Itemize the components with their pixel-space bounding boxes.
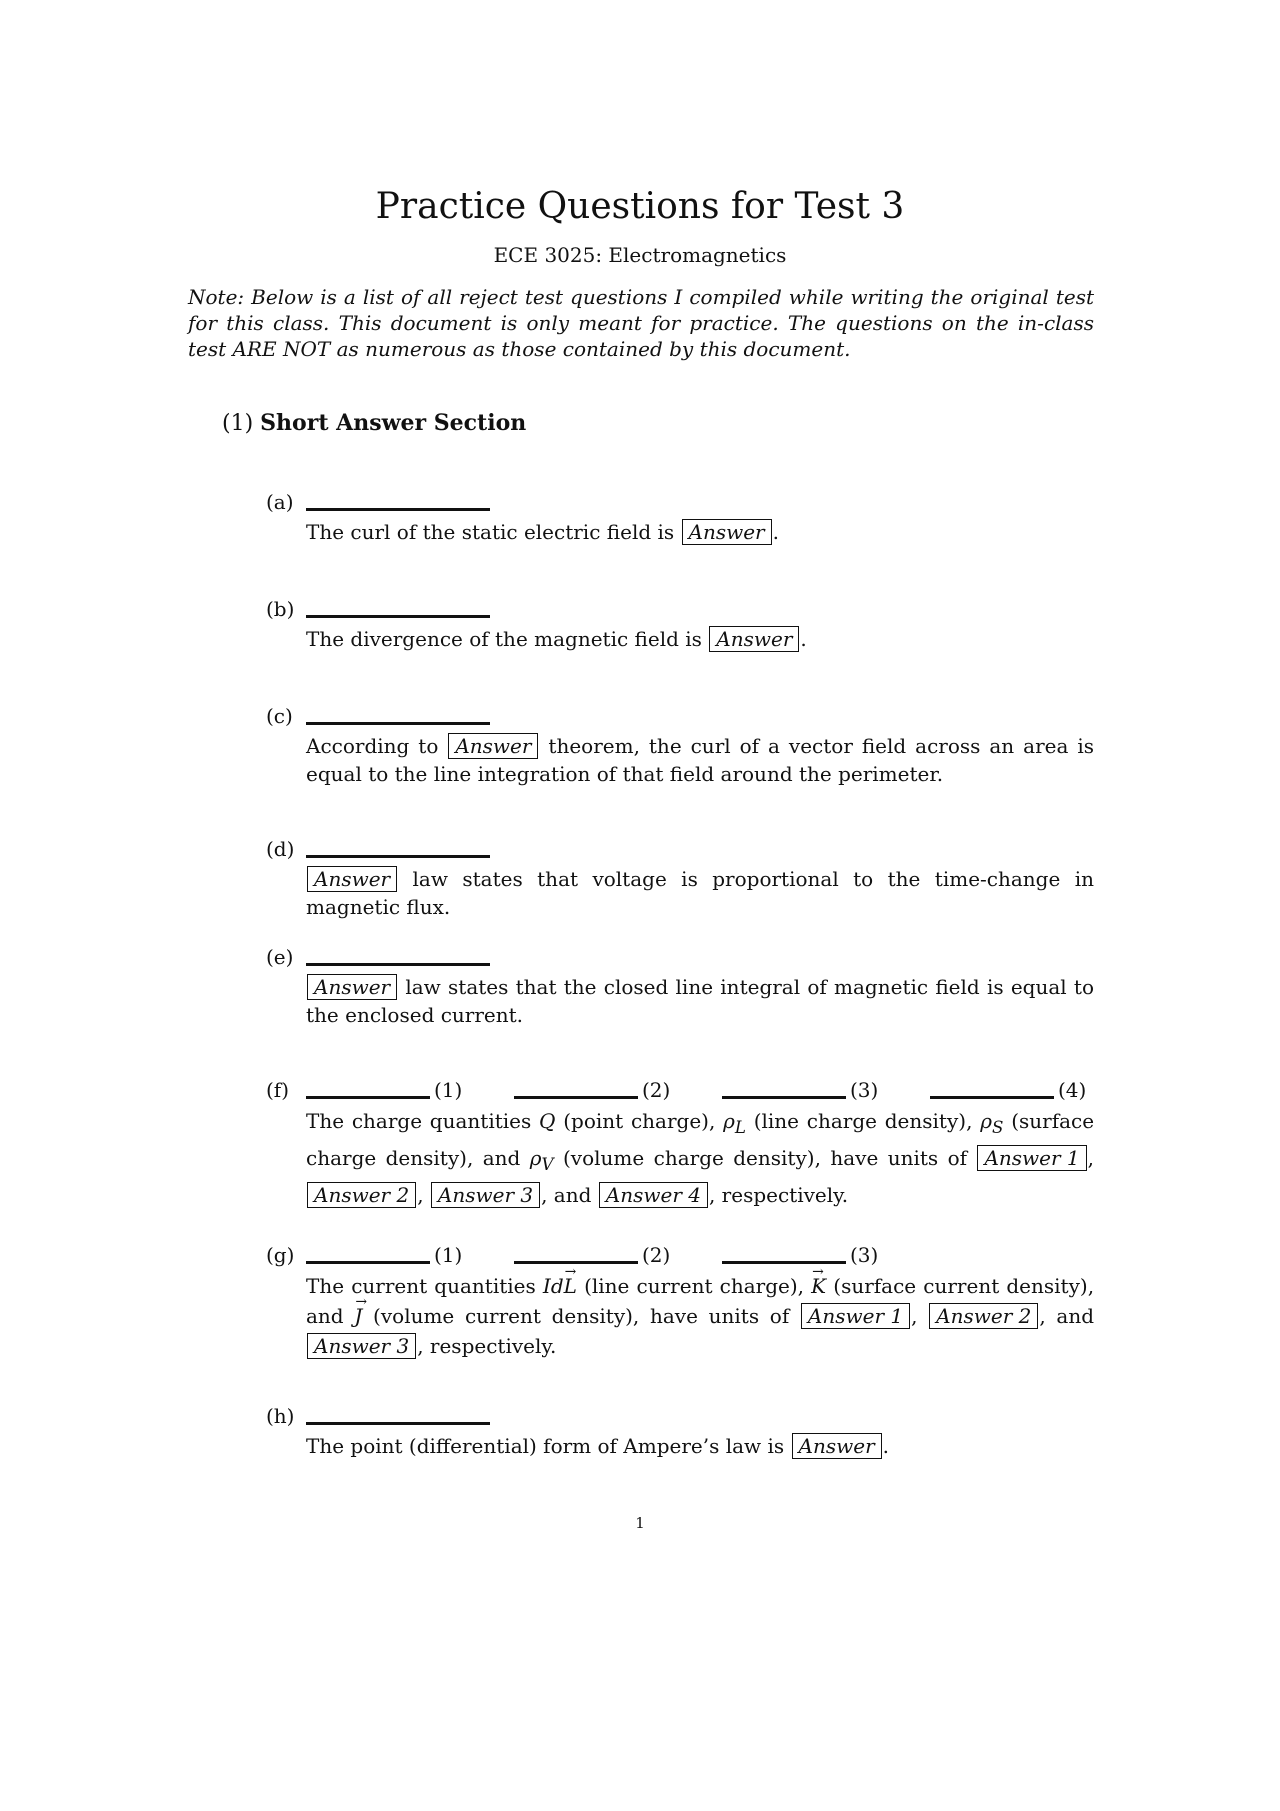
answer-box[interactable]: Answer <box>307 974 397 1000</box>
answer-blank[interactable] <box>306 963 490 966</box>
question-text: The divergence of the magnetic field is Answer . <box>306 627 807 651</box>
answer-box-3[interactable]: Answer 3 <box>431 1182 540 1208</box>
answer-box-1[interactable]: Answer 1 <box>977 1145 1086 1171</box>
question-letter: (b) <box>266 597 295 621</box>
answer-box-1[interactable]: Answer 1 <box>801 1303 910 1329</box>
question-text: The curl of the static electric field is Answer . <box>306 520 779 544</box>
answer-box[interactable]: Answer <box>792 1433 882 1459</box>
answer-box-2[interactable]: Answer 2 <box>929 1303 1038 1329</box>
question-text: The current quantities Id→ L (line current charge), → K (surface current density), and → J (volume current density), have units of Answer 1 , Answer 2 , and Answer 3 , respectively. <box>306 1271 1094 1361</box>
answer-box[interactable]: Answer <box>682 519 772 545</box>
answer-blank[interactable] <box>306 1422 490 1425</box>
question-text: The point (differential) form of Ampere’s law is Answer . <box>306 1434 890 1458</box>
page-number: 1 <box>635 1514 645 1532</box>
answer-box[interactable]: Answer <box>448 733 538 759</box>
answer-blank[interactable] <box>306 722 490 725</box>
answer-blanks: (1) (2) (3) (4) <box>306 1078 1094 1102</box>
intro-note: Note: Below is a list of all reject test questions I compiled while writing the original test for this class. This document is only meant for practice. The questions on the in-class test ARE NOT as numerous as those contained by this document. <box>188 285 1094 361</box>
question-letter: (f) <box>266 1078 290 1102</box>
question-letter: (a) <box>266 490 294 514</box>
question-text: According to Answer theorem, the curl of a vector field across an area is equal to the line integration of that field around the perimeter. <box>306 734 1095 786</box>
question-text: The charge quantities Q (point charge), $\rho_L$ (line charge density), $\rho_S$ (surface charge density), and $\rho_V$ (volume charge density), have units of Answer 1 , Answer 2 , Answer 3 , and Answer 4 , respectively. <box>306 1109 1095 1207</box>
answer-box-4[interactable]: Answer 4 <box>599 1182 708 1208</box>
page-title: Practice Questions for Test 3 <box>375 186 905 227</box>
section-number: (1) <box>222 411 254 436</box>
answer-blank[interactable] <box>306 508 490 511</box>
answer-blanks: (1) (2) (3) <box>306 1243 1094 1267</box>
answer-box[interactable]: Answer <box>307 866 397 892</box>
answer-blank[interactable] <box>306 855 490 858</box>
question-text: Answer law states that voltage is proportional to the time-change in magnetic flux. <box>306 867 1094 919</box>
answer-box-3[interactable]: Answer 3 <box>307 1333 416 1359</box>
question-letter: (c) <box>266 704 293 728</box>
question-letter: (e) <box>266 945 294 969</box>
answer-box[interactable]: Answer <box>709 626 799 652</box>
answer-box-2[interactable]: Answer 2 <box>307 1182 416 1208</box>
page-subtitle: ECE 3025: Electromagnetics <box>493 243 787 267</box>
section-title: Short Answer Section <box>260 410 527 436</box>
answer-blank[interactable] <box>306 615 490 618</box>
question-letter: (d) <box>266 837 295 861</box>
section-heading <box>222 410 526 436</box>
question-letter: (g) <box>266 1243 295 1267</box>
question-letter: (h) <box>266 1404 295 1428</box>
question-text: Answer law states that the closed line integral of magnetic field is equal to the enclosed current. <box>306 975 1095 1027</box>
